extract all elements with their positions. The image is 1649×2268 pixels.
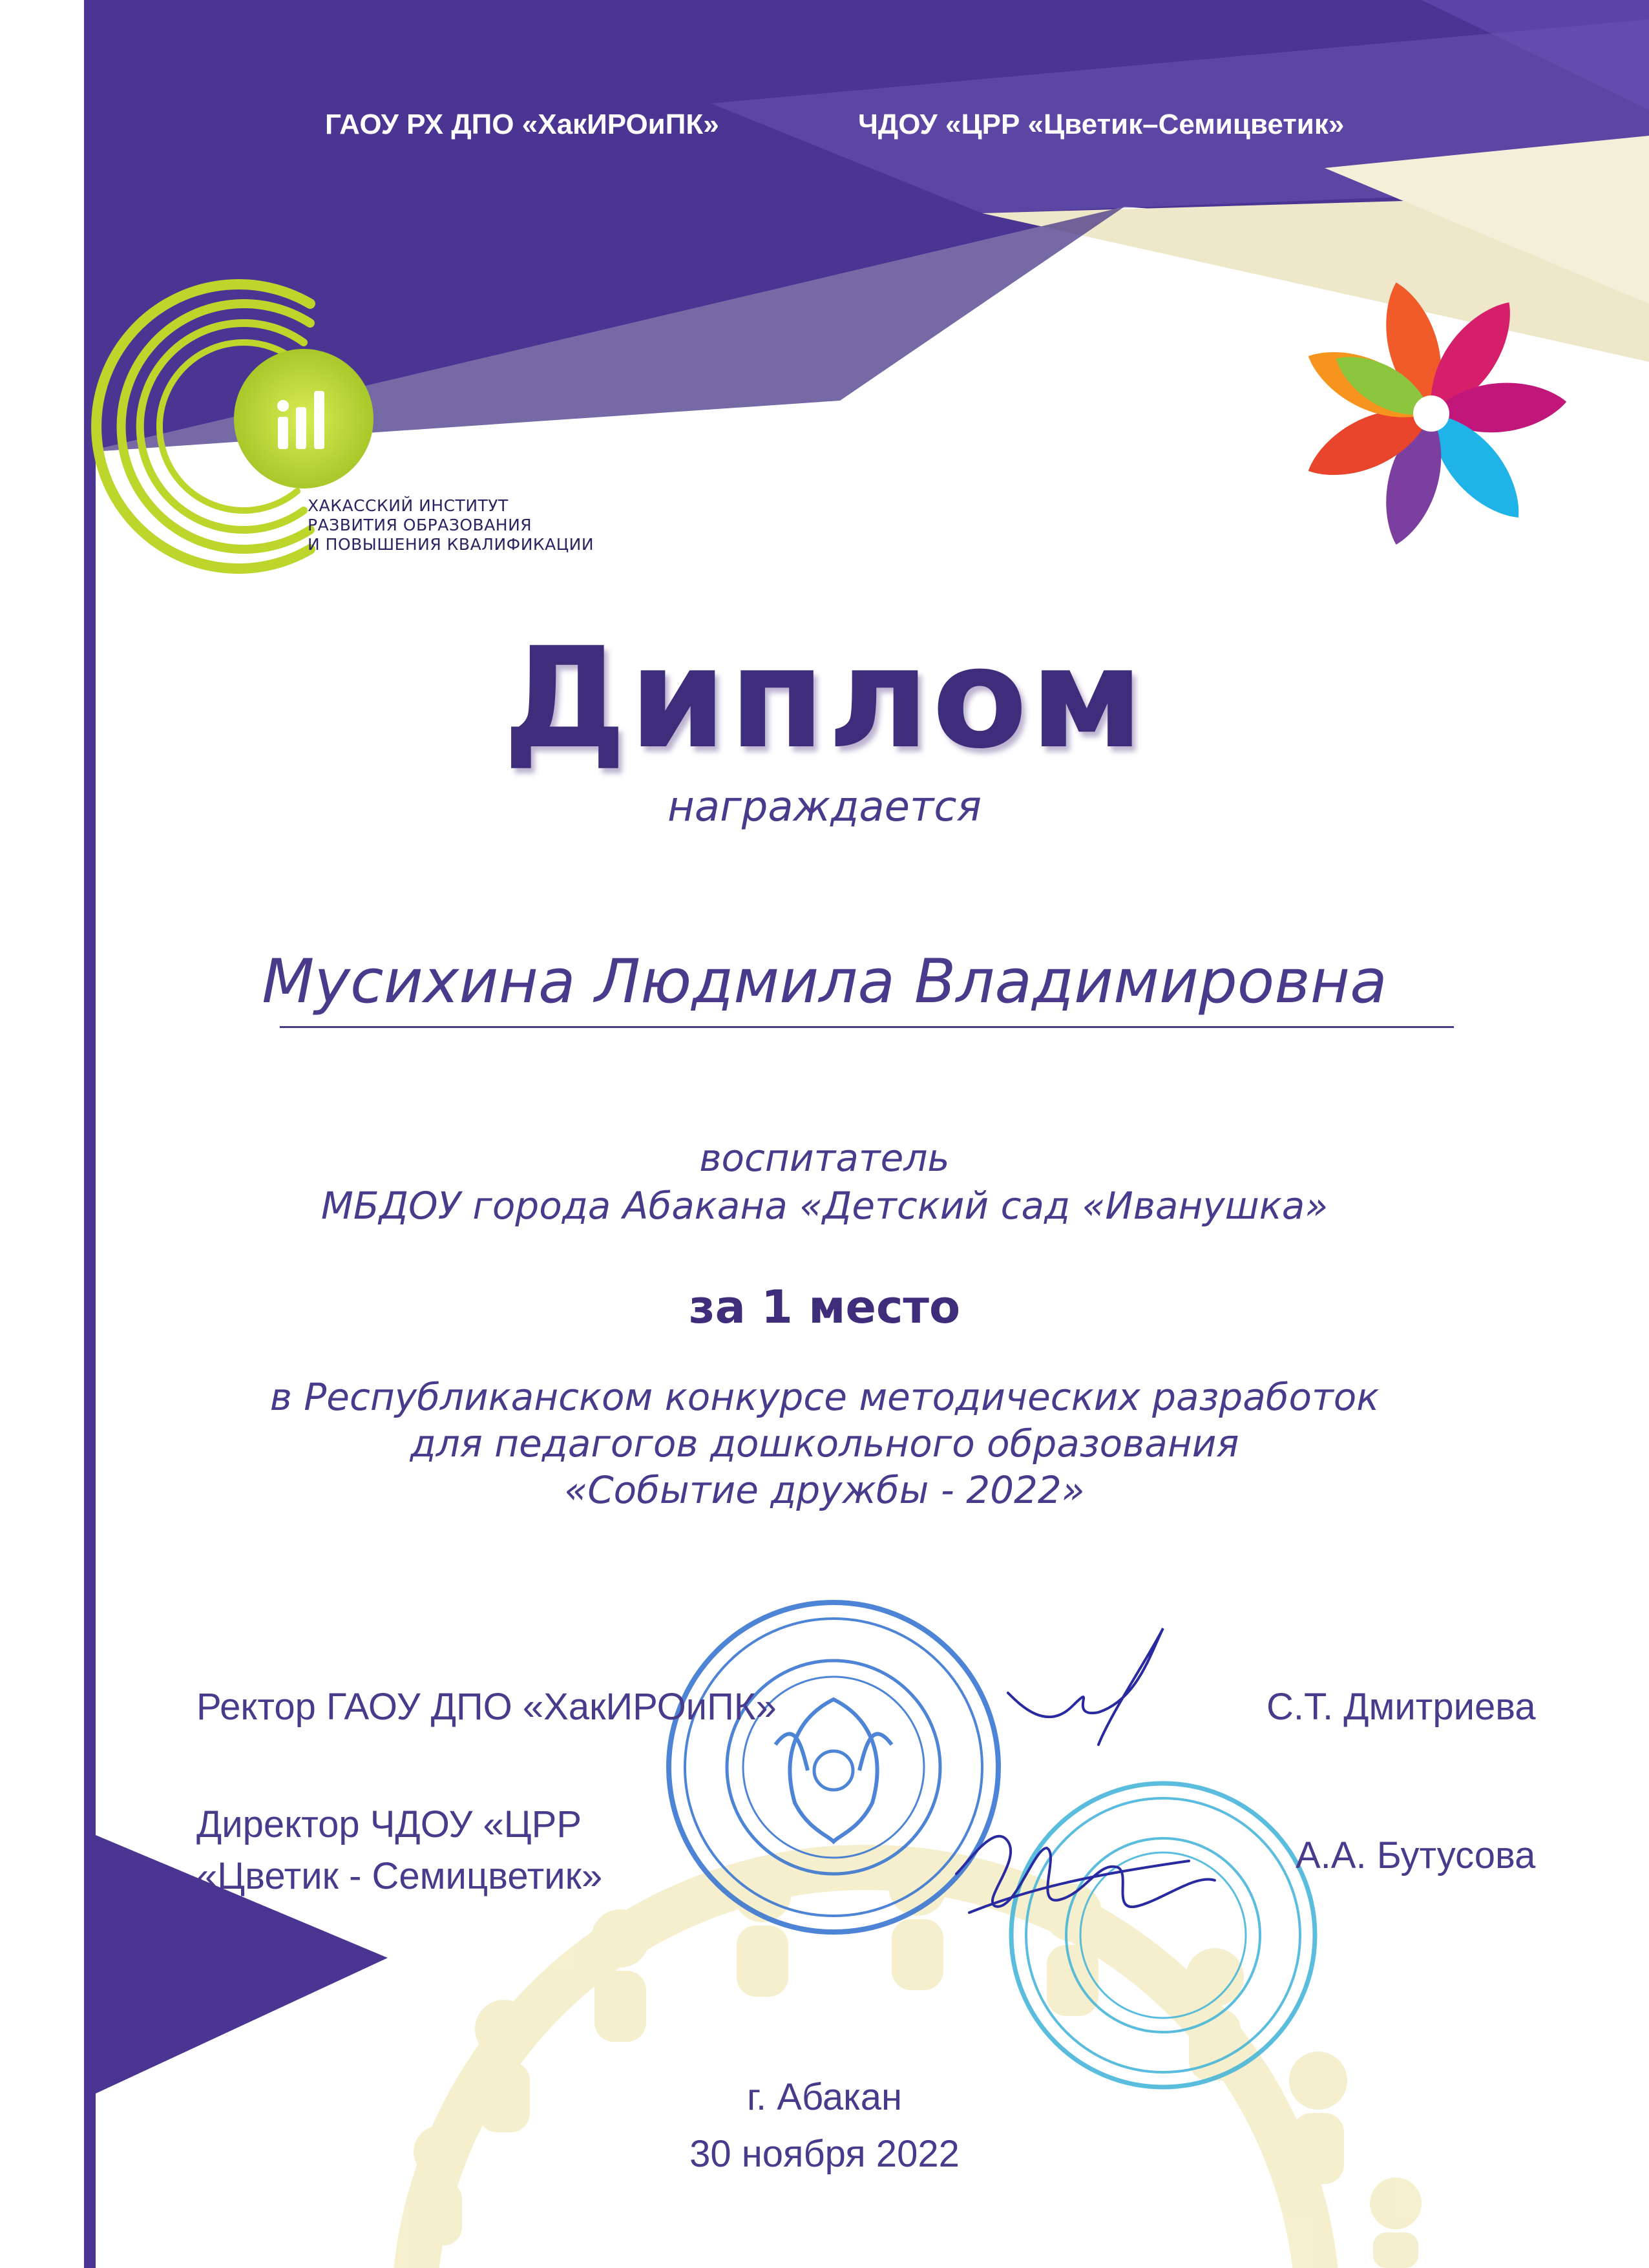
director-label-line2: «Цветик - Семицветик» bbox=[196, 1855, 603, 1897]
contest-line-1: в Республиканском конкурсе методических разработок bbox=[269, 1375, 1380, 1419]
footer-city: г. Абакан bbox=[746, 2076, 903, 2118]
director-name: А.А. Бутусова bbox=[1296, 1834, 1536, 1876]
diploma-title: Диплом bbox=[503, 617, 1146, 779]
recipient-organization: МБДОУ города Абакана «Детский сад «Иванушка» bbox=[320, 1184, 1329, 1228]
hakiro-logo-caption bbox=[308, 496, 594, 554]
header-org-right: ЧДОУ «ЦРР «Цветик–Семицветик» bbox=[858, 109, 1345, 140]
recipient-underline bbox=[280, 1026, 1454, 1028]
recipient-name: Мусихина Людмила Владимировна bbox=[262, 947, 1387, 1017]
recipient-position: воспитатель bbox=[699, 1136, 950, 1180]
contest-line-2: для педагогов дошкольного образования bbox=[410, 1422, 1239, 1465]
rector-name: С.Т. Дмитриева bbox=[1266, 1686, 1536, 1728]
header-org-left: ГАОУ РХ ДПО «ХакИРОиПК» bbox=[325, 109, 719, 140]
logo-caption-line1: ХАКАССКИЙ ИНСТИТУТ bbox=[308, 496, 509, 515]
award-place: за 1 место bbox=[688, 1281, 961, 1334]
children-ring-watermark bbox=[414, 1858, 1422, 2268]
awarded-label: награждается bbox=[667, 783, 982, 831]
footer-date: 30 ноября 2022 bbox=[689, 2133, 960, 2175]
left-purple-stripe bbox=[84, 0, 96, 2268]
contest-line-3: «Событие дружбы - 2022» bbox=[564, 1468, 1085, 1512]
rector-label: Ректор ГАОУ ДПО «ХакИРОиПК» bbox=[196, 1686, 777, 1728]
logo-caption-line2: РАЗВИТИЯ ОБРАЗОВАНИЯ bbox=[308, 516, 532, 534]
director-label-line1: Директор ЧДОУ «ЦРР bbox=[196, 1803, 582, 1845]
logo-caption-line3: И ПОВЫШЕНИЯ КВАЛИФИКАЦИИ bbox=[308, 535, 594, 554]
